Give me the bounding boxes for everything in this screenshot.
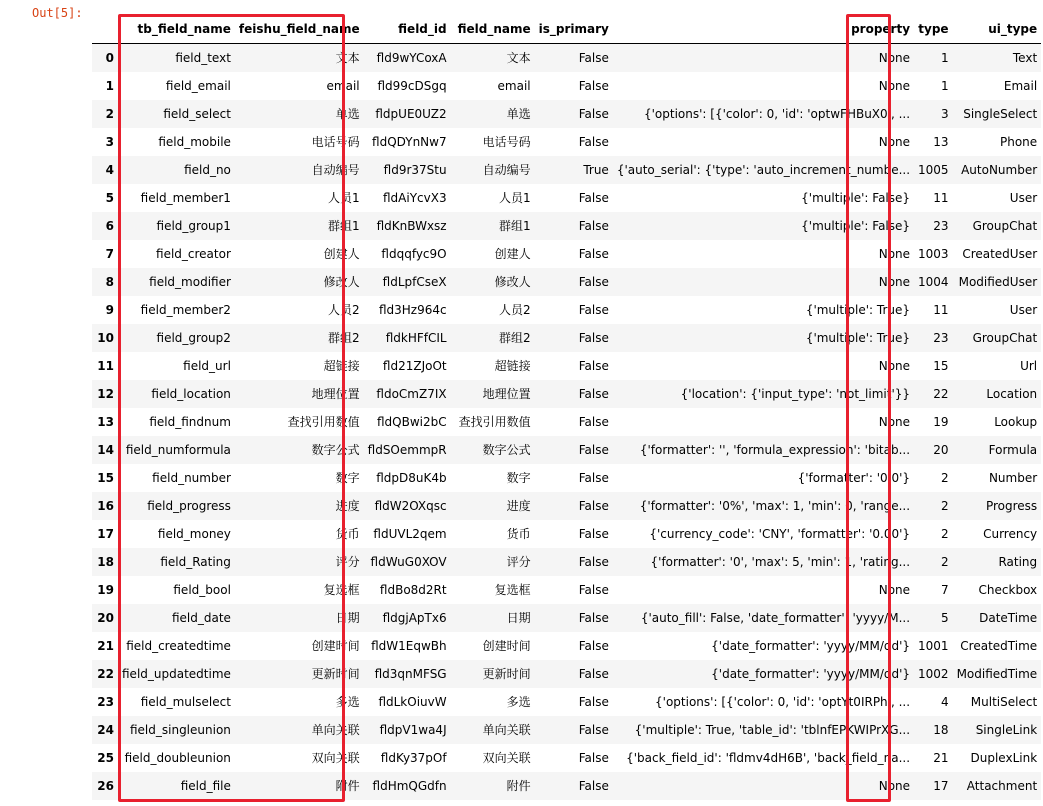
table-row <box>92 268 1041 296</box>
table-cell: field_email <box>165 79 231 93</box>
table-cell: field_Rating <box>118 548 235 576</box>
table-cell: 3 <box>914 100 953 128</box>
table-cell: False <box>535 268 613 296</box>
table-cell: field_date <box>118 604 235 632</box>
table-cell: Rating <box>953 548 1042 576</box>
table-cell: GroupChat <box>953 324 1042 352</box>
row-index: 15 <box>97 471 114 485</box>
table-cell: fld21ZJoOt <box>382 359 447 373</box>
table-row <box>92 156 1041 184</box>
table-row <box>92 72 1041 100</box>
table-cell: 进度 <box>451 492 535 520</box>
row-index: 16 <box>92 492 118 520</box>
table-cell: None <box>878 79 911 93</box>
table-cell: None <box>878 415 911 429</box>
column-header: field_name <box>451 15 535 44</box>
table-cell: 评分 <box>451 548 535 576</box>
table-cell: fldW1EqwBh <box>371 639 447 653</box>
table-cell: fldHmQGdfn <box>364 772 451 800</box>
row-index: 26 <box>92 772 118 800</box>
table-cell: GroupChat <box>953 212 1042 240</box>
table-cell: fld9wYCoxA <box>364 44 451 73</box>
table-row <box>92 408 1041 436</box>
table-cell: True <box>535 156 613 184</box>
table-cell: 日期 <box>451 604 535 632</box>
dataframe-table <box>92 15 1041 800</box>
table-cell: field_location <box>118 380 235 408</box>
table-cell: None <box>878 135 911 149</box>
column-header: field_id <box>364 15 451 44</box>
table-cell: field_modifier <box>118 268 235 296</box>
table-cell: {'formatter': '0.0'} <box>797 471 911 485</box>
table-cell: None <box>613 268 914 296</box>
table-cell: False <box>578 79 609 93</box>
table-cell: 群组1 <box>451 212 535 240</box>
table-cell: 电话号码 <box>311 135 360 149</box>
table-cell: 单向关联 <box>235 716 364 744</box>
table-cell: 群组1 <box>235 212 364 240</box>
table-cell: False <box>578 135 609 149</box>
table-cell: field_numformula <box>118 436 235 464</box>
table-cell: 19 <box>933 415 949 429</box>
table-cell: {'formatter': '0%', 'max': 1, 'min': 0, 'range... <box>613 492 914 520</box>
table-cell: field_member2 <box>140 303 231 317</box>
table-cell: email <box>497 79 531 93</box>
table-cell: email <box>326 79 360 93</box>
table-cell: None <box>878 359 911 373</box>
table-cell: fldgjApTx6 <box>364 604 451 632</box>
table-cell: 创建人 <box>323 247 360 261</box>
row-index: 12 <box>92 380 118 408</box>
table-cell: fldKnBWxsz <box>364 212 451 240</box>
table-cell: 1 <box>914 44 953 73</box>
table-cell: User <box>1009 191 1038 205</box>
table-cell: field_createdtime <box>126 639 231 653</box>
table-cell: 20 <box>914 436 953 464</box>
table-cell: fld3qnMFSG <box>364 660 451 688</box>
table-cell: 1002 <box>914 660 953 688</box>
table-cell: ModifiedTime <box>953 660 1042 688</box>
table-cell: 5 <box>914 604 953 632</box>
table-cell: field_url <box>183 359 231 373</box>
column-header: tb_field_name <box>118 15 235 44</box>
table-cell: 23 <box>914 212 953 240</box>
column-header: property <box>613 15 914 44</box>
table-row <box>92 716 1041 744</box>
table-cell: 修改人 <box>451 268 535 296</box>
table-cell: 人员1 <box>328 191 360 205</box>
table-cell: 数字公式 <box>451 436 535 464</box>
table-cell: Attachment <box>953 772 1042 800</box>
table-cell: fldQDYnNw7 <box>372 135 447 149</box>
table-cell: MultiSelect <box>970 695 1038 709</box>
table-cell: 多选 <box>506 695 531 709</box>
table-cell: {'currency_code': 'CNY', 'formatter': '0.00'} <box>649 527 911 541</box>
table-cell: None <box>878 247 911 261</box>
table-cell: 创建人 <box>494 247 531 261</box>
table-cell: 地理位置 <box>235 380 364 408</box>
table-cell: None <box>613 772 914 800</box>
table-cell: False <box>535 44 613 73</box>
table-cell: None <box>613 44 914 73</box>
table-cell: DuplexLink <box>970 751 1038 765</box>
table-cell: False <box>578 583 609 597</box>
table-cell: field_updatedtime <box>118 660 235 688</box>
table-cell: 查找引用数值 <box>287 415 360 429</box>
row-index: 20 <box>92 604 118 632</box>
output-prompt: Out[5]: <box>32 6 83 20</box>
table-body <box>92 44 1041 801</box>
row-index: 1 <box>105 79 114 93</box>
table-cell: 4 <box>940 695 949 709</box>
table-cell: 创建时间 <box>482 639 531 653</box>
table-cell: fldAiYcvX3 <box>383 191 447 205</box>
table-row <box>92 464 1041 492</box>
table-cell: field_select <box>118 100 235 128</box>
table-cell: 超链接 <box>323 359 360 373</box>
table-cell: field_group1 <box>118 212 235 240</box>
table-cell: field_member1 <box>140 191 231 205</box>
table-cell: ModifiedUser <box>953 268 1042 296</box>
table-cell: 2 <box>940 471 949 485</box>
table-row <box>92 184 1041 212</box>
table-cell: False <box>578 247 609 261</box>
table-cell: 1001 <box>918 639 949 653</box>
table-cell: 1003 <box>918 247 949 261</box>
table-cell: False <box>535 324 613 352</box>
table-cell: fldkHFfCIL <box>364 324 451 352</box>
table-cell: {'auto_fill': False, 'date_formatter': 'yyyy/M... <box>613 604 914 632</box>
table-cell: 数字 <box>506 471 531 485</box>
table-cell: False <box>535 436 613 464</box>
table-cell: Text <box>953 44 1042 73</box>
row-index: 22 <box>92 660 118 688</box>
table-cell: {'multiple': True, 'table_id': 'tblnfEPKWIPrXG... <box>613 716 914 744</box>
table-cell: field_number <box>152 471 231 485</box>
table-cell: field_findnum <box>149 415 231 429</box>
table-cell: 文本 <box>451 44 535 73</box>
table-cell: CreatedTime <box>960 639 1038 653</box>
table-row <box>92 100 1041 128</box>
table-cell: fld3Hz964c <box>378 303 447 317</box>
table-cell: 创建时间 <box>311 639 360 653</box>
table-cell: 日期 <box>235 604 364 632</box>
table-cell: False <box>535 380 613 408</box>
table-cell: 货币 <box>335 527 360 541</box>
row-index: 8 <box>92 268 118 296</box>
column-header <box>92 15 118 44</box>
row-index: 17 <box>97 527 114 541</box>
row-index: 21 <box>97 639 114 653</box>
row-index: 14 <box>92 436 118 464</box>
table-cell: field_text <box>118 44 235 73</box>
table-cell: Lookup <box>994 415 1038 429</box>
table-cell: 15 <box>933 359 949 373</box>
table-cell: fld99cDSgq <box>377 79 447 93</box>
table-cell: {'date_formatter': 'yyyy/MM/dd'} <box>613 660 914 688</box>
table-cell: fldWuG0XOV <box>364 548 451 576</box>
table-cell: Phone <box>999 135 1038 149</box>
table-cell: SingleSelect <box>953 100 1042 128</box>
table-cell: 人员2 <box>498 303 531 317</box>
table-cell: 数字公式 <box>235 436 364 464</box>
table-cell: 13 <box>933 135 949 149</box>
table-cell: fldW2OXqsc <box>364 492 451 520</box>
table-cell: False <box>578 527 609 541</box>
table-cell: {'multiple': True} <box>613 324 914 352</box>
table-cell: False <box>578 415 609 429</box>
header-row <box>92 15 1041 44</box>
table-row <box>92 632 1041 660</box>
table-cell: fldLpfCseX <box>364 268 451 296</box>
table-cell: 单向关联 <box>451 716 535 744</box>
table-cell: {'options': [{'color': 0, 'id': 'optwFHBuX0', ... <box>613 100 914 128</box>
row-index: 13 <box>97 415 114 429</box>
table-cell: Checkbox <box>978 583 1038 597</box>
table-cell: 自动编号 <box>235 156 364 184</box>
table-cell: 人员2 <box>328 303 360 317</box>
column-header: ui_type <box>953 15 1042 44</box>
table-cell: 17 <box>914 772 953 800</box>
table-row <box>92 324 1041 352</box>
table-cell: fldBo8d2Rt <box>379 583 447 597</box>
table-cell: field_mobile <box>158 135 231 149</box>
table-row <box>92 212 1041 240</box>
table-cell: Currency <box>983 527 1038 541</box>
table-cell: fld9r37Stu <box>364 156 451 184</box>
table-cell: 22 <box>914 380 953 408</box>
table-cell: 2 <box>940 527 949 541</box>
table-cell: Formula <box>953 436 1042 464</box>
table-cell: {'formatter': '', 'formula_expression': 'bitab... <box>613 436 914 464</box>
table-cell: {'multiple': True} <box>805 303 911 317</box>
table-cell: 1004 <box>914 268 953 296</box>
table-cell: False <box>535 212 613 240</box>
table-cell: fldUVL2qem <box>373 527 447 541</box>
table-row <box>92 352 1041 380</box>
table-cell: False <box>535 100 613 128</box>
table-cell: 复选框 <box>494 583 531 597</box>
table-cell: 修改人 <box>235 268 364 296</box>
table-cell: fldoCmZ7IX <box>364 380 451 408</box>
table-cell: User <box>1009 303 1038 317</box>
table-cell: False <box>578 639 609 653</box>
table-cell: fldLkOiuvW <box>378 695 447 709</box>
table-cell: 自动编号 <box>451 156 535 184</box>
table-row <box>92 520 1041 548</box>
table-header <box>92 15 1041 44</box>
table-cell: AutoNumber <box>953 156 1042 184</box>
table-cell: False <box>535 548 613 576</box>
column-header: type <box>914 15 953 44</box>
table-cell: False <box>578 471 609 485</box>
table-cell: 查找引用数值 <box>458 415 531 429</box>
table-cell: Location <box>953 380 1042 408</box>
row-index: 10 <box>92 324 118 352</box>
table-cell: SingleLink <box>953 716 1042 744</box>
table-cell: 7 <box>940 583 949 597</box>
table-cell: False <box>535 772 613 800</box>
row-index: 6 <box>92 212 118 240</box>
table-cell: {'auto_serial': {'type': 'auto_increment_numbe... <box>613 156 914 184</box>
table-cell: 11 <box>933 191 949 205</box>
table-cell: 23 <box>914 324 953 352</box>
table-cell: False <box>578 191 609 205</box>
table-cell: 更新时间 <box>451 660 535 688</box>
column-header: is_primary <box>535 15 613 44</box>
table-cell: 1 <box>940 79 949 93</box>
table-cell: field_bool <box>173 583 231 597</box>
table-cell: 地理位置 <box>451 380 535 408</box>
table-cell: 附件 <box>235 772 364 800</box>
table-row <box>92 128 1041 156</box>
row-index: 23 <box>97 695 114 709</box>
table-cell: DateTime <box>953 604 1042 632</box>
table-cell: 1005 <box>914 156 953 184</box>
table-cell: {'formatter': '0', 'max': 5, 'min': 1, 'rating... <box>613 548 914 576</box>
table-cell: 11 <box>933 303 949 317</box>
row-index: 4 <box>92 156 118 184</box>
table-cell: Number <box>988 471 1038 485</box>
row-index: 25 <box>97 751 114 765</box>
table-cell: 复选框 <box>323 583 360 597</box>
table-row <box>92 492 1041 520</box>
table-cell: 多选 <box>335 695 360 709</box>
row-index: 0 <box>92 44 118 73</box>
table-cell: False <box>578 359 609 373</box>
table-cell: fldpV1wa4J <box>364 716 451 744</box>
row-index: 11 <box>97 359 114 373</box>
table-cell: 附件 <box>451 772 535 800</box>
table-cell: 18 <box>914 716 953 744</box>
table-cell: 更新时间 <box>235 660 364 688</box>
table-row <box>92 44 1041 73</box>
table-row <box>92 548 1041 576</box>
table-cell: field_money <box>157 527 231 541</box>
row-index: 2 <box>92 100 118 128</box>
table-cell: 群组2 <box>235 324 364 352</box>
table-cell: field_doubleunion <box>124 751 231 765</box>
table-cell: False <box>578 303 609 317</box>
table-row <box>92 240 1041 268</box>
table-cell: field_file <box>118 772 235 800</box>
table-cell: field_group2 <box>118 324 235 352</box>
table-row <box>92 772 1041 800</box>
table-cell: False <box>578 751 609 765</box>
table-cell: 单选 <box>451 100 535 128</box>
table-cell: fldSOemmpR <box>364 436 451 464</box>
table-cell: {'options': [{'color': 0, 'id': 'optYt0IRPh', ... <box>655 695 911 709</box>
table-cell: field_creator <box>156 247 231 261</box>
table-row <box>92 744 1041 772</box>
table-cell: {'multiple': False} <box>613 212 914 240</box>
table-cell: 21 <box>933 751 949 765</box>
table-cell: {'location': {'input_type': 'not_limit'}} <box>613 380 914 408</box>
table-cell: Progress <box>953 492 1042 520</box>
table-row <box>92 688 1041 716</box>
table-cell: fldqqfyc9O <box>381 247 447 261</box>
table-cell: fldpUE0UZ2 <box>364 100 451 128</box>
row-index: 3 <box>105 135 114 149</box>
table-cell: 评分 <box>235 548 364 576</box>
row-index: 18 <box>92 548 118 576</box>
column-header: feishu_field_name <box>235 15 364 44</box>
table-cell: False <box>535 716 613 744</box>
table-cell: field_singleunion <box>118 716 235 744</box>
table-cell: {'back_field_id': 'fldmv4dH6B', 'back_field_na... <box>626 751 911 765</box>
table-cell: 人员1 <box>498 191 531 205</box>
table-row <box>92 296 1041 324</box>
table-row <box>92 436 1041 464</box>
row-index: 7 <box>105 247 114 261</box>
table-cell: 群组2 <box>451 324 535 352</box>
table-cell: field_progress <box>118 492 235 520</box>
table-cell: False <box>578 695 609 709</box>
table-cell: fldKy37pOf <box>380 751 447 765</box>
table-cell: 电话号码 <box>482 135 531 149</box>
row-index: 19 <box>97 583 114 597</box>
table-row <box>92 380 1041 408</box>
table-cell: 单选 <box>235 100 364 128</box>
table-cell: Url <box>1020 359 1038 373</box>
table-cell: 2 <box>914 492 953 520</box>
table-cell: 数字 <box>335 471 360 485</box>
table-cell: fldQBwi2bC <box>376 415 447 429</box>
table-cell: 文本 <box>235 44 364 73</box>
table-cell: {'date_formatter': 'yyyy/MM/dd'} <box>711 639 911 653</box>
table-cell: {'multiple': False} <box>801 191 911 205</box>
row-index: 9 <box>105 303 114 317</box>
table-cell: 双向关联 <box>311 751 360 765</box>
row-index: 24 <box>92 716 118 744</box>
table-cell: 进度 <box>235 492 364 520</box>
table-row <box>92 660 1041 688</box>
table-cell: fldpD8uK4b <box>376 471 447 485</box>
table-cell: 货币 <box>506 527 531 541</box>
table-cell: False <box>535 492 613 520</box>
table-cell: field_mulselect <box>140 695 231 709</box>
table-cell: False <box>535 604 613 632</box>
row-index: 5 <box>105 191 114 205</box>
table-cell: 双向关联 <box>482 751 531 765</box>
table-cell: None <box>878 583 911 597</box>
table-cell: CreatedUser <box>962 247 1038 261</box>
table-cell: Email <box>1003 79 1038 93</box>
table-row <box>92 576 1041 604</box>
table-cell: 2 <box>914 548 953 576</box>
table-cell: 超链接 <box>494 359 531 373</box>
table-row <box>92 604 1041 632</box>
table-cell: field_no <box>118 156 235 184</box>
table-cell: False <box>535 660 613 688</box>
